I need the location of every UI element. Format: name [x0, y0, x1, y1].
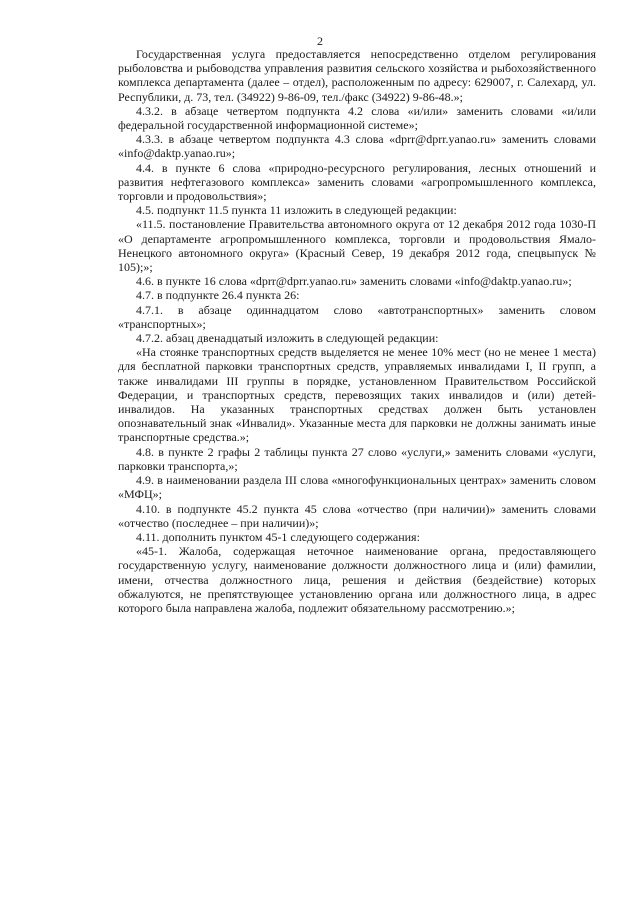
- paragraph-4-7: 4.7. в подпункте 26.4 пункта 26:: [136, 288, 300, 303]
- paragraph-4-4: 4.4. в пункте 6 слова «природно-ресурсного регулирования, лесных отношений и развития нефтегазового комплекса» заменить словами «агропромышленного комплекса, торговли и продовольствия»;: [118, 160, 596, 204]
- paragraph-4-3-3: 4.3.3. в абзаце четвертом подпункта 4.3 слова «dprr@dprr.yanao.ru» заменить словами «info@daktp.yanao.ru»;: [118, 132, 596, 161]
- paragraph-4-11: 4.11. дополнить пунктом 45-1 следующего содержания:: [136, 529, 420, 544]
- paragraph-4-10: 4.10. в подпункте 45.2 пункта 45 слова «отчество (при наличии)» заменить словами «отчество (последнее – при наличии)»;: [118, 501, 596, 530]
- paragraph-45-1: «45-1. Жалоба, содержащая неточное наименование органа, предоставляющего государственную услугу, наименование должности должностного лица и (или) фамилии, имени, отчества должностного лица, решения и действия (бездействие) которых обжалуются, не препятствующее установлению органа или должностного лица, в адрес которого была направлена жалоба, подлежит обязательному рассмотрению.»;: [118, 544, 596, 615]
- paragraph-4-3-2: 4.3.2. в абзаце четвертом подпункта 4.2 слова «и/или» заменить словами «и/или федеральной государственной информационной системе»;: [118, 103, 596, 133]
- paragraph-service-provider: Государственная услуга предоставляется непосредственно отделом регулирования рыболовства и рыбоводства управления развития сельского хозяйства и рыбохозяйственного комплекса департамента (далее – отдел), расположенным по адресу: 629007, г. Салехард, ул. Республики, д. 73, тел. (34922) 9-86-09, тел./факс (34922) 9-86-48.»;: [118, 47, 596, 104]
- paragraph-4-8: 4.8. в пункте 2 графы 2 таблицы пункта 27 слово «услуги,» заменить словами «услуги, парковки транспорта,»;: [118, 444, 596, 473]
- paragraph-parking: «На стоянке транспортных средств выделяется не менее 10% мест (но не менее 1 места) для бесплатной парковки транспортных средств, управляемых инвалидами I, II групп, а также инвалидами III группы в порядке, установленном Правительством Российской Федерации, и транспортных средств, перевозящих таких инвалидов и (или) детей-инвалидов. На указанных транспортных средствах должен быть установлен опознавательный знак «Инвалид». Указанные места для парковки не должны занимать иные транспортные средства.»;: [118, 345, 596, 445]
- paragraph-11-5: «11.5. постановление Правительства автономного округа от 12 декабря 2012 года 1030-П «О департаменте агропромышленного комплекса, торговли и продовольствия Ямало-Ненецкого автономного округа» (Красный Север, 19 декабря 2012 года, спецвыпуск № 105);»;: [118, 217, 596, 275]
- paragraph-4-7-2: 4.7.2. абзац двенадцатый изложить в следующей редакции:: [136, 331, 439, 346]
- paragraph-4-5: 4.5. подпункт 11.5 пункта 11 изложить в следующей редакции:: [136, 203, 457, 218]
- paragraph-4-6: 4.6. в пункте 16 слова «dprr@dprr.yanao.ru» заменить словами «info@daktp.yanao.ru»;: [136, 274, 572, 289]
- paragraph-4-9: 4.9. в наименовании раздела III слова «многофункциональных центрах» заменить словом «МФЦ»;: [118, 473, 596, 502]
- document-body: [118, 47, 596, 615]
- page-number: 2: [317, 34, 323, 48]
- paragraph-4-7-1: 4.7.1. в абзаце одиннадцатом слово «автотранспортных» заменить словом «транспортных»;: [118, 302, 596, 331]
